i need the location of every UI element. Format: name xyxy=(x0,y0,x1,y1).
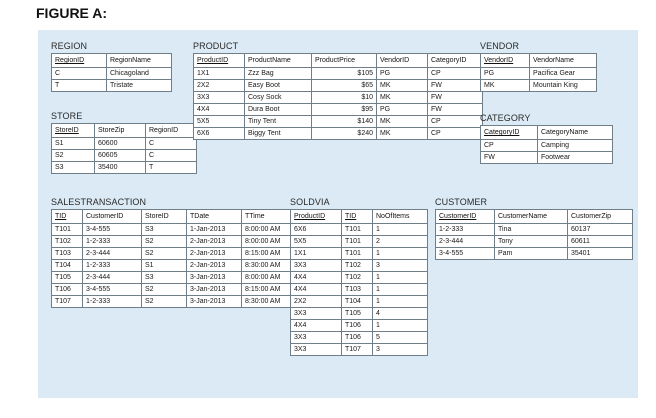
table-cell: 2-Jan-2013 xyxy=(187,260,242,272)
column-header-label: CustomerID xyxy=(439,213,477,220)
customer-block xyxy=(435,197,633,260)
column-header xyxy=(568,210,633,224)
table-cell: 60605 xyxy=(95,150,146,162)
table-row xyxy=(291,260,428,272)
table-row xyxy=(194,104,483,116)
table-cell: PG xyxy=(377,104,428,116)
table-cell: Chicagoland xyxy=(107,68,172,80)
table-row xyxy=(481,80,597,92)
table-row xyxy=(52,138,197,150)
column-header-label: ProductPrice xyxy=(315,57,356,64)
table-row xyxy=(52,248,301,260)
store-block xyxy=(51,111,197,174)
table-cell: 3-Jan-2013 xyxy=(187,272,242,284)
table-cell: T103 xyxy=(342,284,373,296)
table-cell: $240 xyxy=(312,128,377,140)
column-header-label: RegionID xyxy=(149,127,179,134)
table-cell: MK xyxy=(377,128,428,140)
table-cell: T106 xyxy=(52,284,83,296)
column-header xyxy=(342,210,373,224)
header-row xyxy=(481,54,597,68)
column-header xyxy=(245,54,312,68)
table-cell: S3 xyxy=(52,162,95,174)
soldvia-table xyxy=(290,209,428,356)
table-cell: T104 xyxy=(52,260,83,272)
column-header-label: TTime xyxy=(245,213,265,220)
column-header-label: CategoryID xyxy=(484,129,520,136)
column-header-label: StoreID xyxy=(55,127,79,134)
table-cell: MK xyxy=(481,80,530,92)
column-header xyxy=(436,210,495,224)
table-cell: FW xyxy=(428,92,483,104)
table-cell: 60137 xyxy=(568,224,633,236)
table-cell: CP xyxy=(428,68,483,80)
column-header-label: VendorID xyxy=(380,57,410,64)
table-cell: 1 xyxy=(373,284,428,296)
vendor-block xyxy=(480,41,597,92)
header-row xyxy=(52,54,172,68)
table-cell: 3-Jan-2013 xyxy=(187,296,242,308)
column-header-label: CustomerName xyxy=(498,213,548,220)
table-row xyxy=(52,272,301,284)
table-cell: T106 xyxy=(342,320,373,332)
figure-title: FIGURE A: xyxy=(36,5,108,21)
table-cell: 2X2 xyxy=(291,296,342,308)
table-cell: 3X3 xyxy=(291,308,342,320)
table-cell: T xyxy=(146,162,197,174)
table-cell: 4X4 xyxy=(291,284,342,296)
table-row xyxy=(52,162,197,174)
table-row xyxy=(291,320,428,332)
schema-panel xyxy=(38,30,638,398)
table-cell: Zzz Bag xyxy=(245,68,312,80)
table-cell: 60611 xyxy=(568,236,633,248)
table-row xyxy=(194,68,483,80)
table-cell: S2 xyxy=(142,248,187,260)
table-cell: Camping xyxy=(538,140,613,152)
column-header xyxy=(52,124,95,138)
table-row xyxy=(194,80,483,92)
table-row xyxy=(291,344,428,356)
table-title: CUSTOMER xyxy=(435,197,488,207)
table-cell: 6X6 xyxy=(194,128,245,140)
column-header-label: RegionID xyxy=(55,57,85,64)
column-header-label: CategoryName xyxy=(541,129,589,136)
table-cell: 1 xyxy=(373,320,428,332)
salestransaction-block xyxy=(51,197,301,308)
table-cell: $95 xyxy=(312,104,377,116)
column-header xyxy=(538,126,613,140)
table-cell: S2 xyxy=(142,284,187,296)
table-cell: Pacifica Gear xyxy=(530,68,597,80)
table-cell: FW xyxy=(428,104,483,116)
table-cell: 4X4 xyxy=(291,272,342,284)
table-row xyxy=(52,68,172,80)
table-cell: C xyxy=(52,68,107,80)
table-cell: 1-2-333 xyxy=(83,236,142,248)
table-cell: 1 xyxy=(373,272,428,284)
column-header xyxy=(194,54,245,68)
column-header-label: StoreID xyxy=(145,213,169,220)
store-table xyxy=(51,123,197,174)
table-cell: 35400 xyxy=(95,162,146,174)
column-header xyxy=(52,54,107,68)
table-cell: PG xyxy=(377,68,428,80)
table-cell: FW xyxy=(428,80,483,92)
table-row xyxy=(291,308,428,320)
table-cell: 4X4 xyxy=(194,104,245,116)
table-title: SOLDVIA xyxy=(290,197,330,207)
table-cell: 8:00:00 AM xyxy=(242,236,301,248)
table-row xyxy=(436,248,633,260)
table-cell: MK xyxy=(377,92,428,104)
column-header xyxy=(142,210,187,224)
table-cell: 3X3 xyxy=(291,260,342,272)
table-cell: MK xyxy=(377,80,428,92)
table-cell: 5X5 xyxy=(194,116,245,128)
table-cell: CP xyxy=(428,128,483,140)
table-cell: 60600 xyxy=(95,138,146,150)
column-header xyxy=(495,210,568,224)
table-cell: CP xyxy=(481,140,538,152)
product-block xyxy=(193,41,483,140)
table-cell: 1-Jan-2013 xyxy=(187,224,242,236)
table-row xyxy=(52,236,301,248)
column-header-label: TID xyxy=(55,213,67,220)
table-cell: T104 xyxy=(342,296,373,308)
table-cell: S2 xyxy=(142,296,187,308)
table-cell: T102 xyxy=(342,272,373,284)
table-cell: T105 xyxy=(342,308,373,320)
table-row xyxy=(481,152,613,164)
table-cell: 6X6 xyxy=(291,224,342,236)
table-row xyxy=(291,248,428,260)
table-row xyxy=(481,140,613,152)
column-header xyxy=(312,54,377,68)
header-row xyxy=(52,124,197,138)
table-title: STORE xyxy=(51,111,83,121)
table-cell: Tristate xyxy=(107,80,172,92)
table-cell: 1-2-333 xyxy=(436,224,495,236)
table-cell: T103 xyxy=(52,248,83,260)
table-cell: T105 xyxy=(52,272,83,284)
table-row xyxy=(52,296,301,308)
table-cell: Tina xyxy=(495,224,568,236)
table-row xyxy=(52,80,172,92)
column-header xyxy=(481,126,538,140)
table-cell: T101 xyxy=(342,236,373,248)
table-cell: 2X2 xyxy=(194,80,245,92)
table-cell: 8:00:00 AM xyxy=(242,224,301,236)
table-cell: 3X3 xyxy=(291,344,342,356)
table-row xyxy=(194,92,483,104)
table-cell: FW xyxy=(481,152,538,164)
table-row xyxy=(291,236,428,248)
table-cell: Footwear xyxy=(538,152,613,164)
column-header-label: VendorID xyxy=(484,57,514,64)
table-cell: 3 xyxy=(373,260,428,272)
table-cell: 2-Jan-2013 xyxy=(187,236,242,248)
column-header xyxy=(52,210,83,224)
column-header-label: TID xyxy=(345,213,357,220)
table-row xyxy=(291,332,428,344)
header-row xyxy=(291,210,428,224)
table-cell: 3X3 xyxy=(291,332,342,344)
table-row xyxy=(481,68,597,80)
table-title: VENDOR xyxy=(480,41,520,51)
column-header-label: CategoryID xyxy=(431,57,467,64)
table-cell: S2 xyxy=(142,236,187,248)
table-cell: Mountain King xyxy=(530,80,597,92)
table-cell: C xyxy=(146,138,197,150)
table-title: PRODUCT xyxy=(193,41,239,51)
table-cell: Pam xyxy=(495,248,568,260)
table-cell: 8:30:00 AM xyxy=(242,260,301,272)
table-cell: 2 xyxy=(373,236,428,248)
table-cell: S3 xyxy=(142,272,187,284)
table-cell: 5 xyxy=(373,332,428,344)
table-cell: T107 xyxy=(52,296,83,308)
table-cell: S2 xyxy=(52,150,95,162)
soldvia-block xyxy=(290,197,428,356)
table-cell: 1 xyxy=(373,248,428,260)
table-cell: 2-3-444 xyxy=(436,236,495,248)
table-cell: Easy Boot xyxy=(245,80,312,92)
column-header-label: RegionName xyxy=(110,57,151,64)
column-header xyxy=(481,54,530,68)
column-header-label: TDate xyxy=(190,213,210,220)
column-header-label: CustomerZip xyxy=(571,213,612,220)
table-cell: S3 xyxy=(142,224,187,236)
column-header xyxy=(377,54,428,68)
column-header-label: ProductID xyxy=(197,57,229,64)
product-table xyxy=(193,53,483,140)
table-cell: 8:30:00 AM xyxy=(242,296,301,308)
salestransaction-table xyxy=(51,209,301,308)
table-row xyxy=(291,296,428,308)
vendor-table xyxy=(480,53,597,92)
table-cell: T101 xyxy=(342,248,373,260)
table-row xyxy=(436,224,633,236)
table-cell: 1-2-333 xyxy=(83,296,142,308)
table-cell: 8:15:00 AM xyxy=(242,248,301,260)
table-title: CATEGORY xyxy=(480,113,531,123)
column-header xyxy=(187,210,242,224)
table-cell: 2-3-444 xyxy=(83,248,142,260)
table-cell: T106 xyxy=(342,332,373,344)
table-cell: 3-4-555 xyxy=(83,224,142,236)
table-cell: 35401 xyxy=(568,248,633,260)
table-row xyxy=(52,224,301,236)
column-header xyxy=(107,54,172,68)
column-header xyxy=(530,54,597,68)
table-cell: 5X5 xyxy=(291,236,342,248)
column-header-label: VendorName xyxy=(533,57,574,64)
table-cell: T101 xyxy=(342,224,373,236)
table-cell: $105 xyxy=(312,68,377,80)
table-cell: T107 xyxy=(342,344,373,356)
table-cell: 8:15:00 AM xyxy=(242,284,301,296)
column-header-label: StoreZip xyxy=(98,127,125,134)
column-header-label: NoOfItems xyxy=(376,213,410,220)
table-cell: 4X4 xyxy=(291,320,342,332)
table-cell: T xyxy=(52,80,107,92)
column-header xyxy=(146,124,197,138)
table-cell: T101 xyxy=(52,224,83,236)
category-table xyxy=(480,125,613,164)
category-block xyxy=(480,113,613,164)
customer-table xyxy=(435,209,633,260)
table-cell: MK xyxy=(377,116,428,128)
region-block xyxy=(51,41,172,92)
table-cell: Tiny Tent xyxy=(245,116,312,128)
table-cell: Tony xyxy=(495,236,568,248)
column-header-label: CustomerID xyxy=(86,213,124,220)
table-cell: 3 xyxy=(373,344,428,356)
table-cell: 4 xyxy=(373,308,428,320)
table-cell: 3-4-555 xyxy=(83,284,142,296)
table-row xyxy=(291,224,428,236)
table-row xyxy=(52,150,197,162)
table-title: REGION xyxy=(51,41,88,51)
header-row xyxy=(194,54,483,68)
table-cell: 1X1 xyxy=(194,68,245,80)
table-title: SALESTRANSACTION xyxy=(51,197,147,207)
table-cell: 3-4-555 xyxy=(436,248,495,260)
header-row xyxy=(52,210,301,224)
column-header xyxy=(373,210,428,224)
table-cell: 1X1 xyxy=(291,248,342,260)
column-header xyxy=(95,124,146,138)
table-cell: T102 xyxy=(52,236,83,248)
column-header xyxy=(428,54,483,68)
column-header-label: ProductName xyxy=(248,57,291,64)
column-header xyxy=(291,210,342,224)
table-row xyxy=(436,236,633,248)
table-cell: 3-Jan-2013 xyxy=(187,284,242,296)
table-cell: PG xyxy=(481,68,530,80)
table-row xyxy=(291,284,428,296)
table-cell: Dura Boot xyxy=(245,104,312,116)
table-row xyxy=(52,284,301,296)
table-cell: 1-2-333 xyxy=(83,260,142,272)
table-cell: S1 xyxy=(142,260,187,272)
table-cell: 1 xyxy=(373,224,428,236)
column-header xyxy=(83,210,142,224)
table-cell: $65 xyxy=(312,80,377,92)
table-cell: 2-3-444 xyxy=(83,272,142,284)
table-row xyxy=(52,260,301,272)
table-cell: T102 xyxy=(342,260,373,272)
table-cell: 1 xyxy=(373,296,428,308)
header-row xyxy=(436,210,633,224)
table-row xyxy=(194,128,483,140)
table-cell: CP xyxy=(428,116,483,128)
header-row xyxy=(481,126,613,140)
table-cell: S1 xyxy=(52,138,95,150)
table-cell: C xyxy=(146,150,197,162)
column-header-label: ProductID xyxy=(294,213,326,220)
table-cell: Biggy Tent xyxy=(245,128,312,140)
region-table xyxy=(51,53,172,92)
table-row xyxy=(194,116,483,128)
table-cell: 2-Jan-2013 xyxy=(187,248,242,260)
table-cell: $140 xyxy=(312,116,377,128)
table-row xyxy=(291,272,428,284)
table-cell: $10 xyxy=(312,92,377,104)
table-cell: Cosy Sock xyxy=(245,92,312,104)
table-cell: 8:00:00 AM xyxy=(242,272,301,284)
table-cell: 3X3 xyxy=(194,92,245,104)
